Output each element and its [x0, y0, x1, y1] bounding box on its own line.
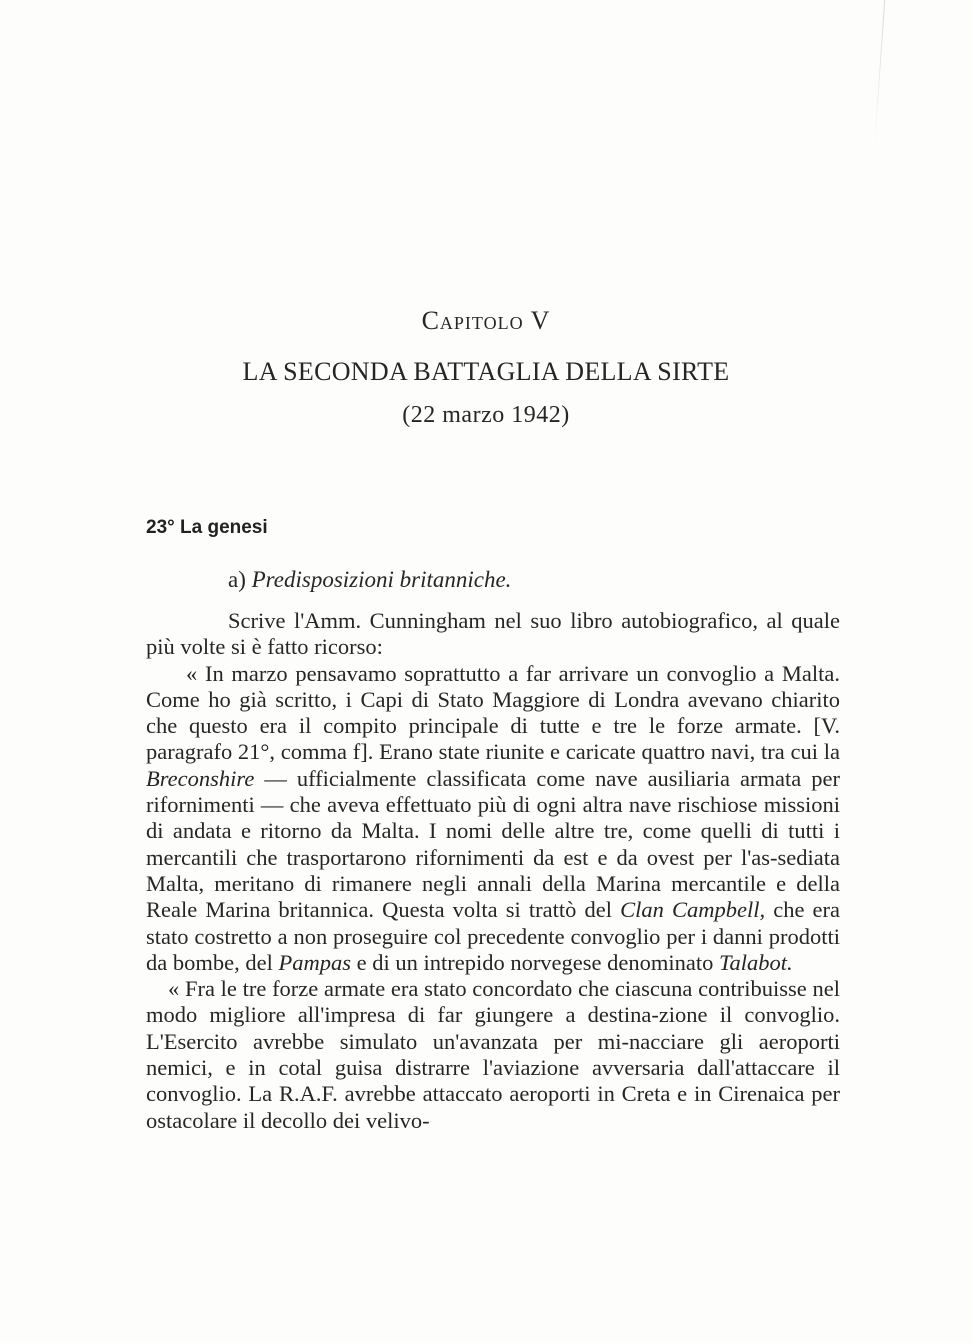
paragraph-quote-2: « Fra le tre forze armate era stato concordato che ciascuna contribuisse nel modo migliore all'impresa di far giungere a destina-zione il convoglio. L'Esercito avrebbe simulato un'avanzata per mi-nacciare gli aeroporti nemici, e in cotal guisa distrarre l'aviazione avversaria dall'attaccare il convoglio. La R.A.F. avrebbe attaccato aeroporti in Creta e in Cirenaica per ostacolare il decollo dei velivo- [146, 976, 840, 1133]
chapter-number: V [530, 306, 551, 335]
section-heading: 23° La genesi [146, 517, 268, 538]
ship-name-talabot: Talabot. [719, 949, 793, 975]
body-text [146, 608, 840, 1134]
scan-edge-line [874, 0, 885, 150]
quote-1-text-c: che era stato costretto a non proseguire col precedente convoglio per i danni prodotti da bombe, del [146, 897, 840, 975]
quote-1-text-b: — ufficialmente classificata come nave ausiliaria armata per rifornimenti — che aveva effettuato più di ogni altra nave rischiose missioni di andata e ritorno da Malta. I nomi delle altre tre, come quelli di tutti i mercantili che trasportarono rifornimenti da est e da ovest per l'as-sediata Malta, meritano di rimanere negli annali della Marina mercantile e della Reale Marina britannica. Questa volta si trattò del [146, 765, 840, 923]
chapter-label: Capitolo [421, 306, 524, 335]
subsection-title: Predisposizioni britanniche. [251, 567, 512, 592]
ship-name-breconshire: Breconshire [146, 765, 255, 791]
chapter-title: LA SECONDA BATTAGLIA DELLA SIRTE [242, 357, 730, 386]
paragraph-intro: Scrive l'Amm. Cunningham nel suo libro autobiografico, al quale più volte si è fatto ricorso: [146, 608, 840, 660]
quote-1-text-d: e di un intrepido norvegese denominato [350, 949, 719, 975]
ship-name-pampas: Pampas [278, 949, 351, 975]
chapter-heading [0, 306, 972, 336]
paragraph-quote-1 [146, 661, 840, 977]
subsection-heading [228, 567, 511, 593]
chapter-date: (22 marzo 1942) [402, 402, 570, 428]
ship-name-clan-campbell: Clan Campbell, [620, 897, 766, 923]
subsection-letter: a) [228, 567, 246, 592]
quote-1-text-a: « In marzo pensavamo soprattutto a far arrivare un convoglio a Malta. Come ho già scritto, i Capi di Stato Maggiore di Londra avevano chiarito che questo era il compito principale di tutte e tre le forze armate. [V. paragrafo 21°, comma f]. Erano state riunite e caricate quattro navi, tra cui la [146, 660, 840, 765]
